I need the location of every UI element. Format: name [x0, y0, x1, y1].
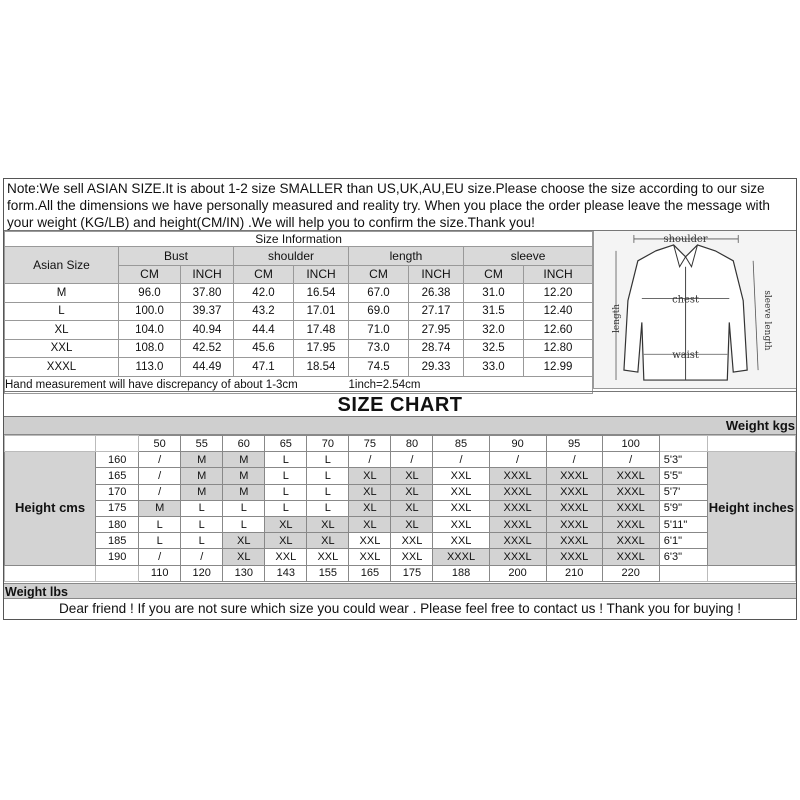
size-cell: L: [307, 468, 349, 484]
size-cell: XXXL: [433, 549, 489, 565]
size-cell: L: [223, 516, 265, 532]
weight-kg-value: 65: [265, 436, 307, 452]
measure-value: 29.33: [409, 358, 464, 377]
size-cell: XXXL: [489, 549, 546, 565]
size-cell: L: [265, 468, 307, 484]
size-chart-table: [4, 435, 796, 582]
table-row: [5, 516, 796, 532]
measure-value: 42.52: [181, 339, 234, 358]
size-cell: /: [139, 484, 181, 500]
size-cell: XXL: [433, 516, 489, 532]
height-cm-value: 190: [96, 549, 139, 565]
measure-value: 44.49: [181, 358, 234, 377]
height-inch-value: 5'3": [659, 452, 707, 468]
size-cell: XXXL: [602, 500, 659, 516]
size-cell: L: [181, 500, 223, 516]
measure-group-header: sleeve: [464, 247, 593, 266]
weight-kg-value: 75: [349, 436, 391, 452]
table-row: [5, 321, 593, 340]
size-cell: M: [223, 468, 265, 484]
size-cell: XXXL: [489, 484, 546, 500]
shirt-measurement-diagram: [593, 231, 796, 389]
measure-value: 45.6: [234, 339, 294, 358]
size-cell: XXXL: [546, 468, 602, 484]
weight-lb-value: 110: [139, 565, 181, 581]
size-cell: XXXL: [546, 549, 602, 565]
size-cell: L: [307, 500, 349, 516]
size-cell: XL: [307, 516, 349, 532]
height-inch-value: 5'9": [659, 500, 707, 516]
measure-value: 74.5: [349, 358, 409, 377]
measure-value: 17.48: [294, 321, 349, 340]
height-inches-label: Height inches: [707, 452, 795, 565]
height-cms-label: Height cms: [5, 452, 96, 565]
size-cell: XXL: [349, 549, 391, 565]
height-inch-value: 5'7': [659, 484, 707, 500]
footer-message: Dear friend ! If you are not sure which size you could wear . Please feel free to contact us ! Thank you for buying !: [58, 601, 742, 616]
weight-kg-value: 100: [602, 436, 659, 452]
measure-value: 12.99: [524, 358, 593, 377]
size-cell: L: [265, 484, 307, 500]
measure-value: 73.0: [349, 339, 409, 358]
shoulder-label: shoulder: [663, 233, 708, 245]
size-cell: XXL: [391, 549, 433, 565]
size-cell: XL: [265, 533, 307, 549]
height-inch-value: 6'3": [659, 549, 707, 565]
measure-value: 100.0: [119, 302, 181, 321]
weight-kg-value: 70: [307, 436, 349, 452]
size-cell: XXL: [433, 533, 489, 549]
measure-value: 18.54: [294, 358, 349, 377]
weight-lb-value: 155: [307, 565, 349, 581]
measure-group-header: Bust: [119, 247, 234, 266]
size-cell: XXXL: [489, 500, 546, 516]
unit-header: CM: [234, 265, 294, 284]
size-cell: XXL: [433, 500, 489, 516]
size-cell: XXXL: [546, 516, 602, 532]
size-cell: XXXL: [546, 484, 602, 500]
measure-value: 37.80: [181, 284, 234, 303]
size-cell: XL: [349, 516, 391, 532]
sleeve-length-label: sleeve length: [762, 290, 773, 351]
size-cell: /: [391, 452, 433, 468]
size-cell: /: [433, 452, 489, 468]
size-cell: /: [489, 452, 546, 468]
measure-value: 17.95: [294, 339, 349, 358]
size-cell: XXXL: [489, 468, 546, 484]
chest-label: chest: [672, 294, 700, 306]
size-cell: M: [223, 452, 265, 468]
weight-lb-value: 120: [181, 565, 223, 581]
size-cell: L: [139, 516, 181, 532]
weight-kg-value: 90: [489, 436, 546, 452]
size-cell: M: [181, 452, 223, 468]
measure-value: 43.2: [234, 302, 294, 321]
size-cell: XXL: [307, 549, 349, 565]
weight-kg-value: 55: [181, 436, 223, 452]
size-guide-sheet: [3, 178, 797, 620]
size-cell: L: [265, 452, 307, 468]
size-cell: XXXL: [602, 484, 659, 500]
size-cell: /: [181, 549, 223, 565]
measure-value: 27.95: [409, 321, 464, 340]
size-cell: L: [307, 484, 349, 500]
weight-kg-value: 85: [433, 436, 489, 452]
unit-header: INCH: [181, 265, 234, 284]
size-cell: XL: [391, 500, 433, 516]
size-label: L: [5, 302, 119, 321]
size-cell: XXXL: [602, 549, 659, 565]
size-cell: M: [223, 484, 265, 500]
height-inch-value: 5'11": [659, 516, 707, 532]
unit-header: CM: [464, 265, 524, 284]
table-row: [5, 500, 796, 516]
weight-lb-value: 188: [433, 565, 489, 581]
table-row: [5, 468, 796, 484]
table-row: [5, 284, 593, 303]
measure-value: 104.0: [119, 321, 181, 340]
measure-value: 32.5: [464, 339, 524, 358]
size-cell: M: [181, 468, 223, 484]
measure-value: 39.37: [181, 302, 234, 321]
height-cm-value: 170: [96, 484, 139, 500]
measure-value: 42.0: [234, 284, 294, 303]
asian-size-header: Asian Size: [5, 247, 119, 284]
table-row: [5, 484, 796, 500]
size-cell: XXXL: [489, 516, 546, 532]
height-cm-value: 175: [96, 500, 139, 516]
measure-value: 31.0: [464, 284, 524, 303]
size-cell: XXL: [349, 533, 391, 549]
measure-value: 96.0: [119, 284, 181, 303]
size-cell: XXL: [265, 549, 307, 565]
measure-value: 12.20: [524, 284, 593, 303]
height-cm-value: 165: [96, 468, 139, 484]
size-cell: XL: [265, 516, 307, 532]
size-info-title: Size Information: [5, 232, 593, 247]
length-label: length: [611, 303, 622, 333]
size-label: XL: [5, 321, 119, 340]
size-cell: XXXL: [546, 500, 602, 516]
unit-header: INCH: [294, 265, 349, 284]
size-information-table: [4, 231, 593, 394]
size-label: XXXL: [5, 358, 119, 377]
size-cell: XXXL: [602, 516, 659, 532]
measure-value: 71.0: [349, 321, 409, 340]
size-cell: /: [139, 452, 181, 468]
table-row: [5, 358, 593, 377]
table-row: [5, 533, 796, 549]
measure-value: 16.54: [294, 284, 349, 303]
size-cell: /: [349, 452, 391, 468]
shirt-icon: [594, 231, 796, 388]
measure-value: 31.5: [464, 302, 524, 321]
weight-lb-value: 175: [391, 565, 433, 581]
weight-lb-value: 220: [602, 565, 659, 581]
size-cell: XL: [223, 533, 265, 549]
weight-lb-value: 130: [223, 565, 265, 581]
size-cell: XL: [307, 533, 349, 549]
weight-kg-value: 60: [223, 436, 265, 452]
size-cell: L: [265, 500, 307, 516]
weight-lb-value: 210: [546, 565, 602, 581]
table-row: [5, 339, 593, 358]
size-cell: XXL: [391, 533, 433, 549]
measure-value: 108.0: [119, 339, 181, 358]
unit-header: CM: [119, 265, 181, 284]
size-cell: M: [139, 500, 181, 516]
size-cell: XL: [349, 484, 391, 500]
unit-header: INCH: [409, 265, 464, 284]
unit-header: INCH: [524, 265, 593, 284]
size-cell: L: [139, 533, 181, 549]
weight-lb-value: 165: [349, 565, 391, 581]
weight-lbs-label: Weight lbs: [4, 583, 796, 599]
size-cell: XXL: [433, 484, 489, 500]
size-cell: XXXL: [546, 533, 602, 549]
height-cm-value: 185: [96, 533, 139, 549]
measure-value: 26.38: [409, 284, 464, 303]
measure-value: 47.1: [234, 358, 294, 377]
measure-value: 28.74: [409, 339, 464, 358]
size-cell: /: [546, 452, 602, 468]
height-cm-value: 180: [96, 516, 139, 532]
height-inch-value: 6'1": [659, 533, 707, 549]
weight-kg-value: 50: [139, 436, 181, 452]
measure-value: 113.0: [119, 358, 181, 377]
size-cell: L: [181, 533, 223, 549]
size-cell: L: [223, 500, 265, 516]
measure-group-header: shoulder: [234, 247, 349, 266]
size-cell: /: [602, 452, 659, 468]
measure-value: 69.0: [349, 302, 409, 321]
size-cell: XXXL: [602, 533, 659, 549]
measure-value: 12.80: [524, 339, 593, 358]
weight-kg-value: 95: [546, 436, 602, 452]
size-cell: XL: [223, 549, 265, 565]
measure-value: 12.40: [524, 302, 593, 321]
waist-label: waist: [672, 350, 699, 362]
table-row: [5, 452, 796, 468]
size-cell: L: [181, 516, 223, 532]
measure-group-header: length: [349, 247, 464, 266]
measure-value: 44.4: [234, 321, 294, 340]
size-cell: /: [139, 468, 181, 484]
weight-kg-value: 80: [391, 436, 433, 452]
inch-conversion: 1inch=2.54cm: [349, 376, 593, 393]
size-cell: XXXL: [489, 533, 546, 549]
measure-value: 67.0: [349, 284, 409, 303]
size-cell: L: [307, 452, 349, 468]
size-label: M: [5, 284, 119, 303]
size-cell: XL: [391, 468, 433, 484]
measure-value: 32.0: [464, 321, 524, 340]
measure-value: 12.60: [524, 321, 593, 340]
measure-value: 33.0: [464, 358, 524, 377]
size-cell: XL: [349, 468, 391, 484]
size-cell: XL: [349, 500, 391, 516]
table-row: [5, 549, 796, 565]
unit-header: CM: [349, 265, 409, 284]
size-cell: M: [181, 484, 223, 500]
table-row: [5, 302, 593, 321]
size-cell: XL: [391, 484, 433, 500]
size-chart-title: SIZE CHART: [4, 391, 796, 417]
size-cell: XXL: [433, 468, 489, 484]
measure-value: 40.94: [181, 321, 234, 340]
size-cell: XL: [391, 516, 433, 532]
measure-value: 27.17: [409, 302, 464, 321]
weight-kgs-label: Weight kgs: [4, 417, 796, 435]
weight-lb-value: 143: [265, 565, 307, 581]
size-label: XXL: [5, 339, 119, 358]
note-text: Note:We sell ASIAN SIZE.It is about 1-2 size SMALLER than US,UK,AU,EU size.Please choose the size according to our size form.All the dimensions we have personally measured and reality try. When you place the order please leave the message with your weight (KG/LB) and height(CM/IN) .We will help you to confirm the size.Thank you!: [4, 179, 796, 231]
measurement-footnote: Hand measurement will have discrepancy of about 1-3cm: [5, 376, 349, 393]
height-cm-value: 160: [96, 452, 139, 468]
size-cell: XXXL: [602, 468, 659, 484]
size-cell: /: [139, 549, 181, 565]
height-inch-value: 5'5": [659, 468, 707, 484]
measure-value: 17.01: [294, 302, 349, 321]
weight-lb-value: 200: [489, 565, 546, 581]
